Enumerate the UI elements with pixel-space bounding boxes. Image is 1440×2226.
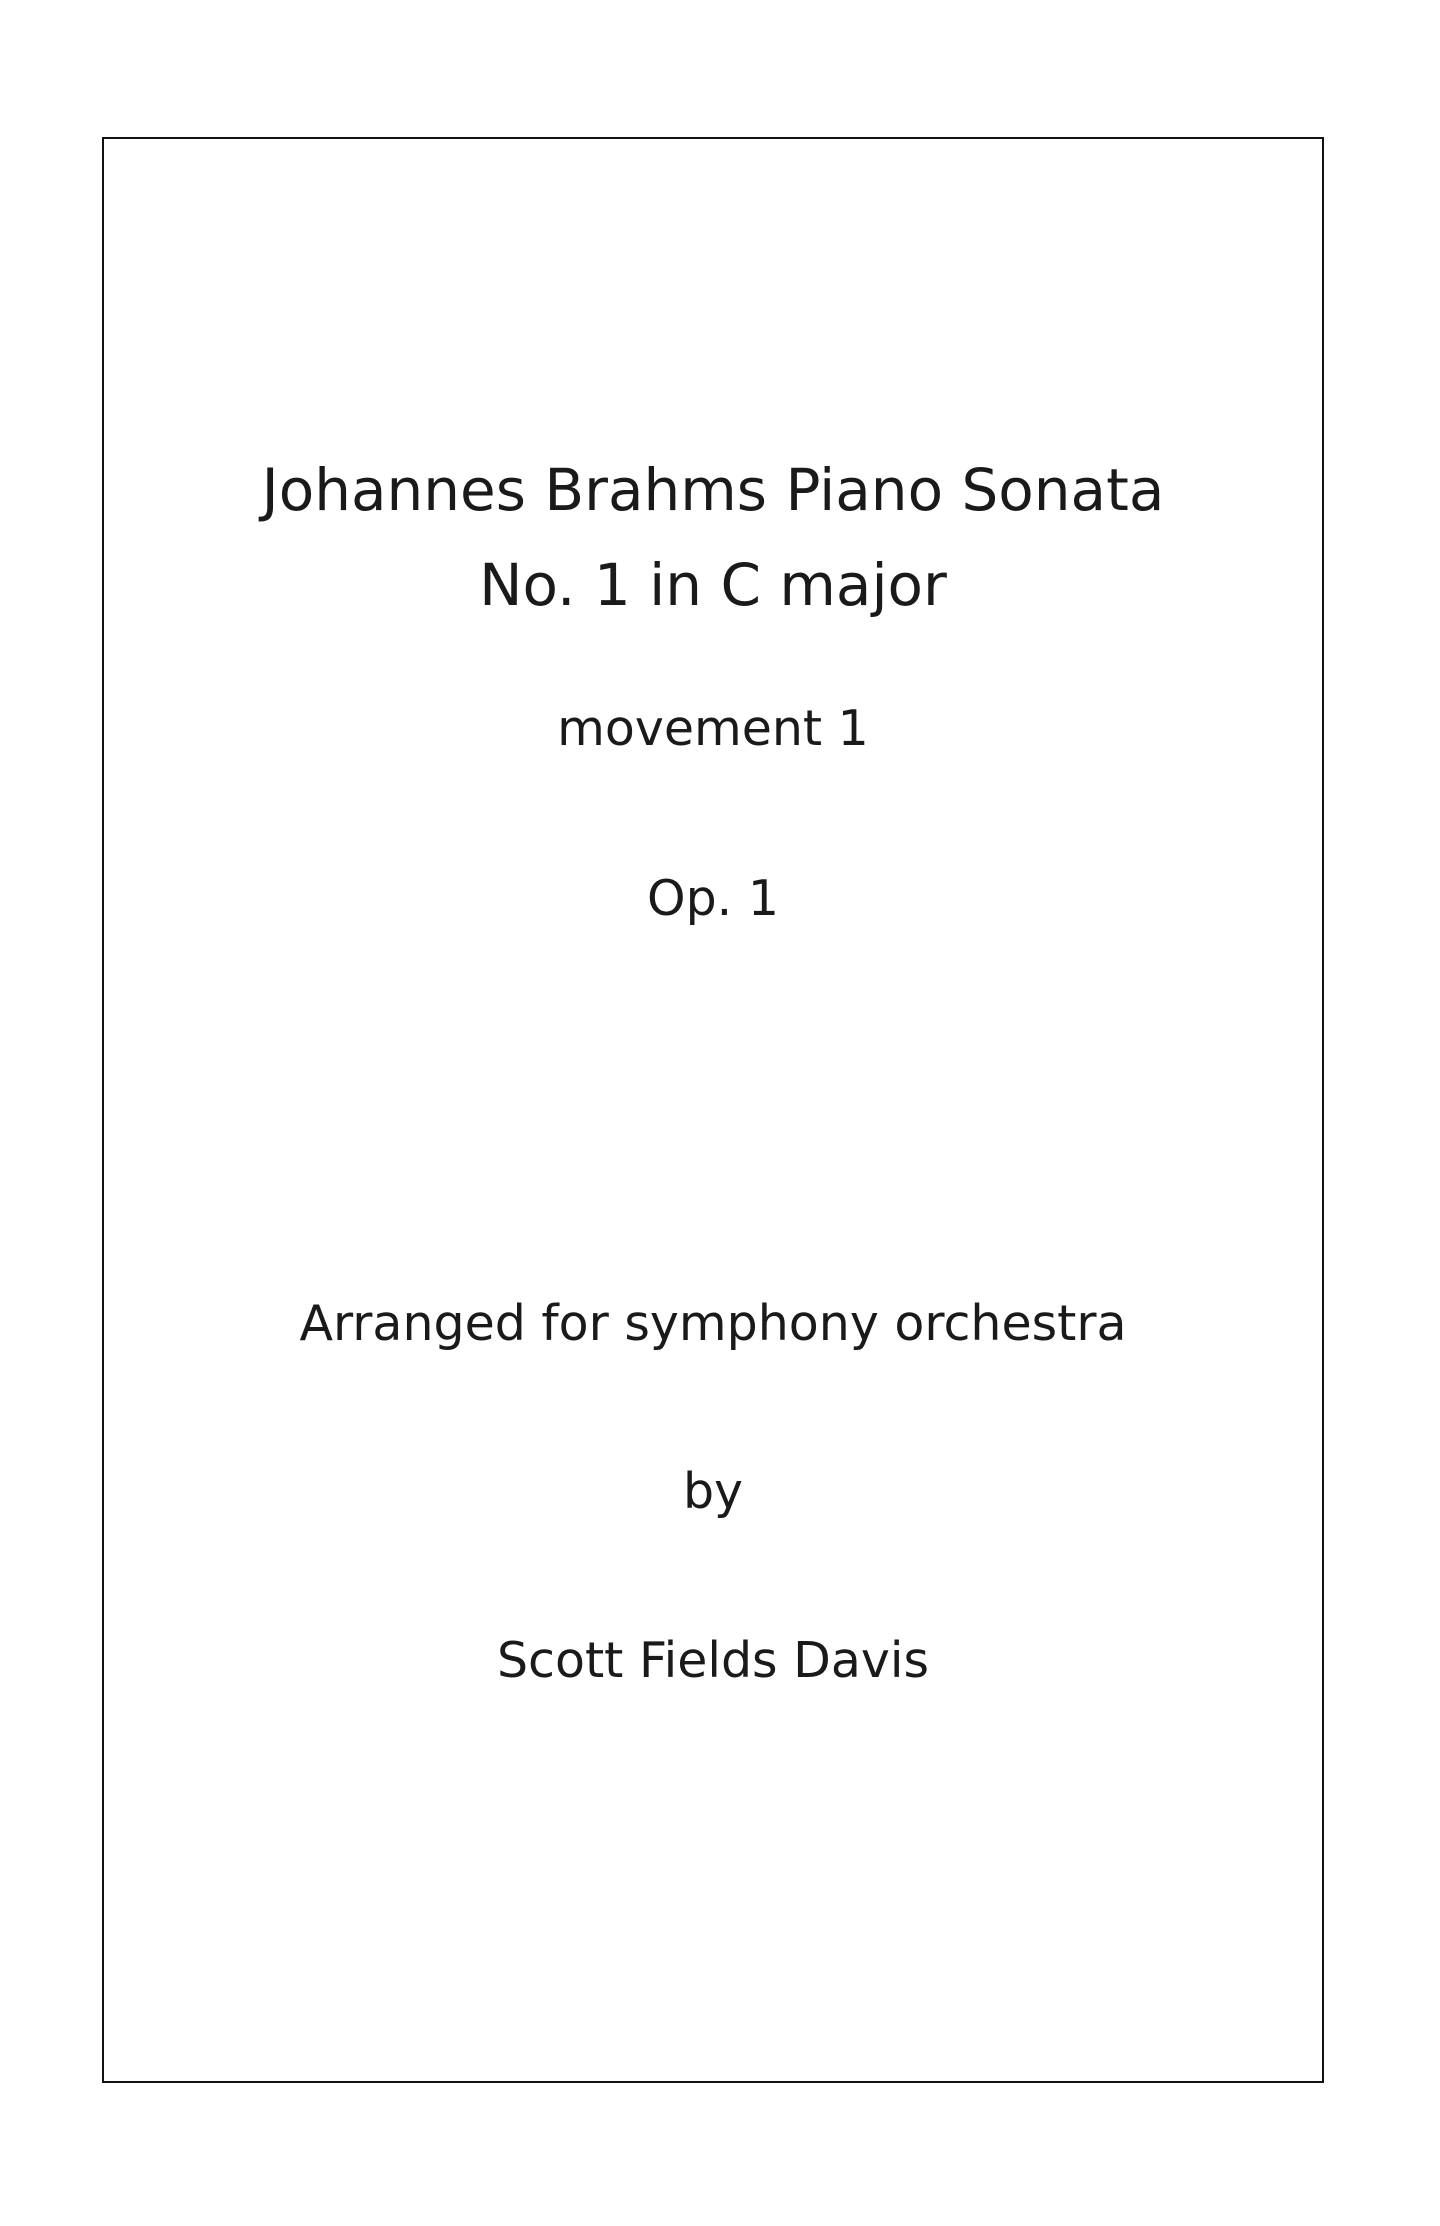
page-border	[102, 137, 1324, 2083]
by-label: by	[682, 1463, 744, 1520]
title-line-1: Johannes Brahms Piano Sonata	[261, 456, 1165, 524]
title-line-2: No. 1 in C major	[479, 551, 947, 619]
opus-number: Op. 1	[647, 870, 779, 927]
arranger-name: Scott Fields Davis	[496, 1632, 930, 1689]
arrangement-description: Arranged for symphony orchestra	[299, 1295, 1127, 1352]
movement-label: movement 1	[557, 700, 869, 757]
